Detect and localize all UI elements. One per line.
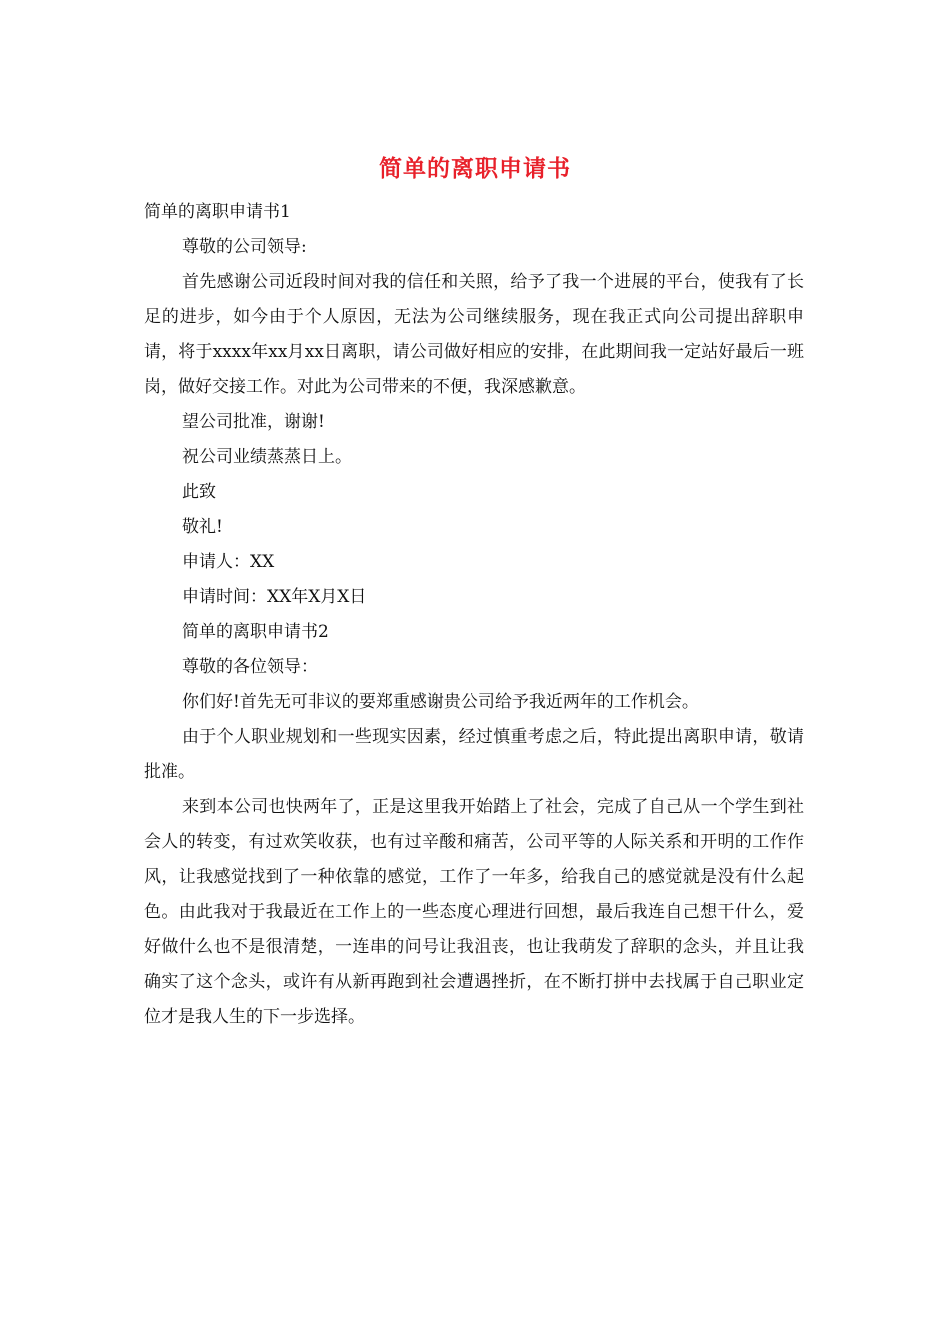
closing-line-1: 此致 [182,482,216,502]
document-body [144,195,804,1035]
body-paragraph-4: 来到本公司也快两年了，正是这里我开始踏上了社会，完成了自己从一个学生到社会人的转变，有过欢笑收获，也有过辛酸和痛苦，公司平等的人际关系和开明的工作作风，让我感觉找到了一种依靠的感觉，工作了一年多，给我自己的感觉就是没有什么起色。由此我对于我最近在工作上的一些态度心理进行回想，最后我连自己想干什么，爱好做什么也不是很清楚，一连串的问号让我沮丧，也让我萌发了辞职的念头，并且让我确实了这个念头，或许有从新再跑到社会遭遇挫折，在不断打拼中去找属于自己职业定位才是我人生的下一步选择。 [144,797,804,1027]
applicant-line: 申请人：XX [182,552,275,572]
document-title: 简单的离职申请书 [379,155,571,182]
wish-line: 祝公司业绩蒸蒸日上。 [182,447,352,467]
application-date-line: 申请时间：XX年X月X日 [182,587,367,607]
request-line: 望公司批准，谢谢! [182,412,325,432]
closing-line-2: 敬礼! [182,517,223,537]
body-paragraph-1: 首先感谢公司近段时间对我的信任和关照，给予了我一个进展的平台，使我有了长足的进步，如今由于个人原因，无法为公司继续服务，现在我正式向公司提出辞职申请，将于xxxx年xx月xx日离职，请公司做好相应的安排，在此期间我一定站好最后一班岗，做好交接工作。对此为公司带来的不便，我深感歉意。 [144,272,804,397]
section-heading-2: 简单的离职申请书2 [182,622,329,642]
section-heading-1: 简单的离职申请书1 [144,202,291,222]
salutation-1: 尊敬的公司领导: [182,237,307,257]
body-paragraph-3: 由于个人职业规划和一些现实因素，经过慎重考虑之后，特此提出离职申请，敬请批准。 [144,727,804,782]
salutation-2: 尊敬的各位领导： [182,657,318,677]
body-paragraph-2: 你们好!首先无可非议的要郑重感谢贵公司给予我近两年的工作机会。 [182,692,699,712]
